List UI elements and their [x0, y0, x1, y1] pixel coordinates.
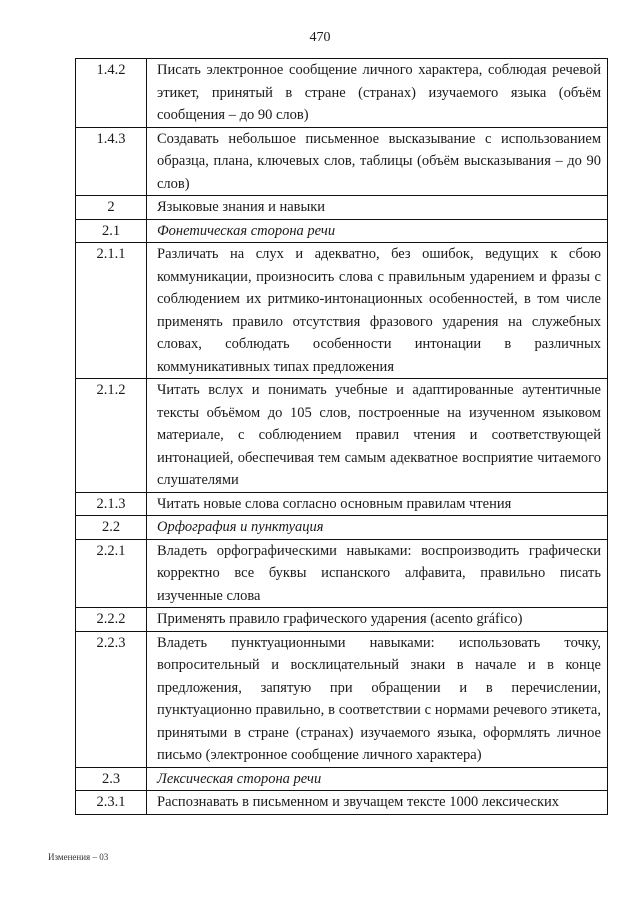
row-number: 2.2.2 [76, 608, 147, 632]
table-row [76, 516, 608, 540]
page-number: 470 [309, 30, 331, 45]
table-row [76, 196, 608, 220]
row-number: 1.4.3 [76, 127, 147, 196]
table-row [76, 791, 608, 815]
row-text: Языковые знания и навыки [147, 196, 608, 220]
row-number: 2.2.3 [76, 631, 147, 767]
row-text: Писать электронное сообщение личного характера, соблюдая речевой этикет, принятый в стране (странах) изучаемого языка (объём сообщения – до 90 слов) [147, 59, 608, 128]
row-number: 2.1.1 [76, 243, 147, 379]
table-row [76, 219, 608, 243]
row-number: 2.3 [76, 767, 147, 791]
row-number: 2.2.1 [76, 539, 147, 608]
section-heading: Лексическая сторона речи [147, 767, 608, 791]
row-number: 2.1.2 [76, 379, 147, 493]
table-row [76, 539, 608, 608]
table-row [76, 379, 608, 493]
curriculum-table [75, 58, 608, 815]
table-row [76, 59, 608, 128]
row-number: 2.1 [76, 219, 147, 243]
table-row [76, 767, 608, 791]
row-text: Применять правило графического ударения (acento gráfico) [147, 608, 608, 632]
table-row [76, 243, 608, 379]
row-text: Владеть орфографическими навыками: воспроизводить графически корректно все буквы испанского алфавита, правильно писать изученные слова [147, 539, 608, 608]
row-text: Владеть пунктуационными навыками: использовать точку, вопросительный и восклицательный знаки в начале и в конце предложения, запятую при обращении и в перечислении, пунктуационно правильно, в соответствии с нормами речевого этикета, принятыми в стране (странах) изучаемого языка, оформлять личное письмо (электронное сообщение личного характера) [147, 631, 608, 767]
row-number: 2.1.3 [76, 492, 147, 516]
row-text: Читать вслух и понимать учебные и адаптированные аутентичные тексты объёмом до 105 слов, построенные на изученном языковом материале, с соблюдением правил чтения и соответствующей интонацией, обеспечивая тем самым адекватное восприятие читаемого слушателями [147, 379, 608, 493]
row-number: 2 [76, 196, 147, 220]
table-row [76, 127, 608, 196]
row-text: Различать на слух и адекватно, без ошибок, ведущих к сбою коммуникации, произносить слова с правильным ударением и фразы с соблюдением их ритмико-интонационных особенностей, в том числе применять правило отсутствия фразового ударения на служебных словах, соблюдать особенности интонации в различных коммуникативных типах предложения [147, 243, 608, 379]
page-footer: Изменения – 03 [48, 852, 109, 862]
section-heading: Орфография и пунктуация [147, 516, 608, 540]
section-heading: Фонетическая сторона речи [147, 219, 608, 243]
row-number: 1.4.2 [76, 59, 147, 128]
row-number: 2.2 [76, 516, 147, 540]
row-text: Создавать небольшое письменное высказывание с использованием образца, плана, ключевых слов, таблицы (объём высказывания – до 90 слов) [147, 127, 608, 196]
table-row [76, 631, 608, 767]
row-number: 2.3.1 [76, 791, 147, 815]
table-row [76, 608, 608, 632]
table-row [76, 492, 608, 516]
row-text: Читать новые слова согласно основным правилам чтения [147, 492, 608, 516]
row-text: Распознавать в письменном и звучащем тексте 1000 лексических [147, 791, 608, 815]
